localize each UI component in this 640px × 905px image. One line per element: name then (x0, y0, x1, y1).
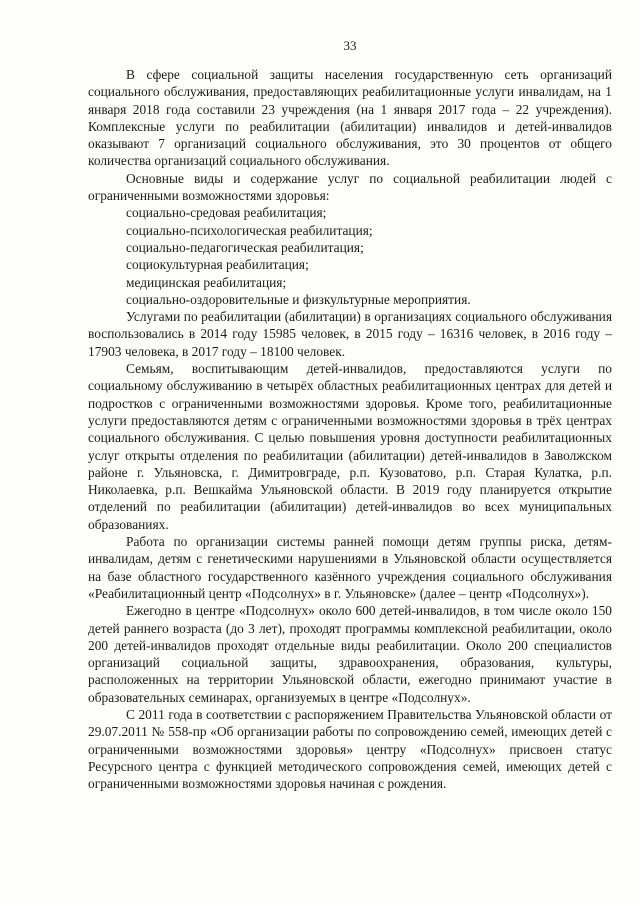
paragraph-service-types: Основные виды и содержание услуг по социальной реабилитации людей с ограниченными возможностями здоровья: (88, 170, 612, 204)
paragraph-service-users: Услугами по реабилитации (абилитации) в организациях социального обслуживания воспользовались в 2014 году 15985 человек, в 2015 году – 16316 человек, в 2016 году – 17903 человека, в 2017 году – 18100 человек. (88, 309, 612, 359)
paragraph-families: Семьям, воспитывающим детей-инвалидов, предоставляются услуги по социальному обслуживанию в четырёх областных реабилитационных центрах для детей и подростков с ограниченными возможностями здоровья. Кроме того, реабилитационные услуги предоставляются детям с ограниченными возможностями здоровья в трёх центрах социального обслуживания. С целью повышения уровня доступности реабилитационных услуг открыты отделения по реабилитации (абилитации) детей-инвалидов в Заволжском районе г. Ульяновска, г. Димитровграде, р.п. Кузоватово, р.п. Старая Кулатка, р.п. Николаевка, р.п. Вешкайма Ульяновской области. В 2019 году планируется открытие отделений по реабилитации (абилитации) детей-инвалидов во всех муниципальных образованиях. (88, 361, 612, 532)
paragraph-annual-stats: Ежегодно в центре «Подсолнух» около 600 детей-инвалидов, в том числе около 150 детей раннего возраста (до 3 лет), проходят программы комплексной реабилитации, около 200 детей-инвалидов проходят отдельные виды реабилитации. Около 200 специалистов организаций социальной защиты, здравоохранения, образования, культуры, расположенных на территории Ульяновской области, ежегодно принимают участие в образовательных семинарах, организуемых в центре «Подсолнух». (88, 603, 612, 705)
list-item: социально-оздоровительные и физкультурные мероприятия. (126, 291, 471, 307)
paragraph-rehab-network: В сфере социальной защиты населения государственную сеть организаций социального обслуживания, предоставляющих реабилитационные услуги инвалидам, на 1 января 2018 года составили 23 учреждения (на 1 января 2017 года – 22 учреждения). Комплексные услуги по реабилитации (абилитации) инвалидов и детей-инвалидов оказывают 7 организаций социального обслуживания, это 30 процентов от общего количества организаций социального обслуживания. (88, 67, 612, 169)
paragraph-resource-center: С 2011 года в соответствии с распоряжением Правительства Ульяновской области от 29.07.2011 № 558-пр «Об организации работы по сопровождению семей, имеющих детей с ограниченными возможностями здоровья» центру «Подсолнух» присвоен статус Ресурсного центра с функцией методического сопровождения семей, имеющих детей с ограниченными возможностями здоровья начиная с рождения. (88, 706, 612, 792)
paragraph-early-help: Работа по организации системы ранней помощи детям группы риска, детям-инвалидам, детям с генетическими нарушениями в Ульяновской области осуществляется на базе областного государственного казённого учреждения социального обслуживания «Реабилитационный центр «Подсолнух» в г. Ульяновске» (далее – центр «Подсолнух»). (88, 534, 612, 601)
list-item: социально-психологическая реабилитация; (126, 222, 373, 238)
page-number: 33 (343, 38, 357, 53)
list-item: социально-педагогическая реабилитация; (126, 239, 364, 255)
rehab-types-list (88, 204, 612, 308)
list-item: социально-средовая реабилитация; (126, 205, 327, 221)
list-item: социокультурная реабилитация; (126, 257, 309, 273)
document-body (88, 66, 612, 792)
list-item: медицинская реабилитация; (126, 274, 287, 290)
